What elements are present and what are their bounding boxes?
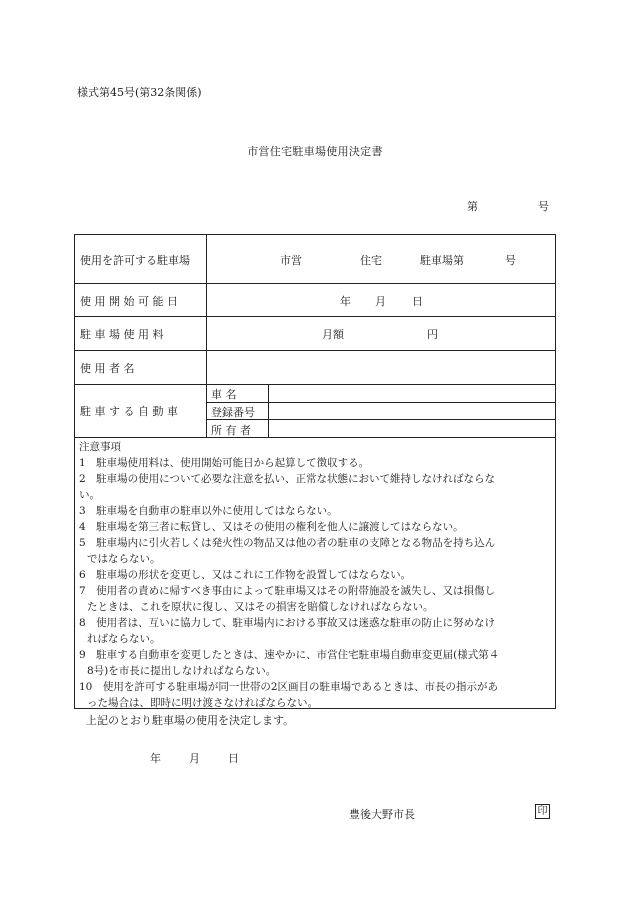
- row-divider: [207, 419, 555, 420]
- note-item-continuation: ではならない。: [87, 553, 161, 565]
- issue-date-day: 日: [228, 752, 239, 765]
- column-divider: [268, 384, 269, 437]
- parking-number-label: 駐車場第: [420, 254, 464, 267]
- decision-form-table: [74, 234, 556, 709]
- row-divider: [75, 283, 555, 284]
- notes-heading: 注意事項: [79, 441, 121, 453]
- start-date-year: 年: [340, 295, 351, 308]
- note-item: 5 駐車場内に引火若しくは発火性の物品又は他の者の駐車の支障となる物品を持ち込ん: [79, 537, 496, 549]
- note-item: 1 駐車場使用料は、使用開始可能日から起算して徴収する。: [79, 457, 370, 469]
- document-title: 市営住宅駐車場使用決定書: [247, 145, 383, 158]
- parking-fee-label: 駐 車 場 使 用 料: [80, 328, 164, 341]
- note-item-continuation: たときは、これを原状に復し、又はその損害を賠償しなければならない。: [87, 601, 434, 613]
- seal-stamp-icon: 印: [535, 804, 550, 819]
- row-divider: [75, 316, 555, 317]
- document-number-suffix: 号: [538, 200, 549, 213]
- notes-section: [79, 439, 553, 711]
- note-item-continuation: ればならない。: [87, 633, 161, 645]
- registration-number-label: 登録番号: [211, 406, 255, 419]
- start-date-month: 月: [375, 295, 386, 308]
- row-divider: [75, 350, 555, 351]
- owner-label: 所 有 者: [211, 424, 251, 437]
- issue-date-month: 月: [189, 752, 200, 765]
- row-divider: [75, 384, 555, 385]
- housing-label: 住宅: [360, 254, 382, 267]
- note-item: 9 駐車する自動車を変更したときは、速やかに、市営住宅駐車場自動車変更届(様式第４: [79, 649, 500, 661]
- note-item: 4 駐車場を第三者に転貸し、又はその使用の権利を他人に譲渡してはならない。: [79, 521, 464, 533]
- note-item-continuation: った場合は、即時に明け渡さなければならない。: [87, 697, 318, 709]
- parking-go-label: 号: [505, 254, 516, 267]
- row-divider: [207, 402, 555, 403]
- note-item-continuation: 8号)を市長に提出しなければならない。: [87, 665, 277, 677]
- note-item: 6 駐車場の形状を変更し、又はこれに工作物を設置してはならない。: [79, 569, 412, 581]
- form-number: 様式第45号(第32条関係): [77, 86, 202, 99]
- note-item: 7 使用者の責めに帰すべき事由によって駐車場又はその附帯施設を滅失し、又は損傷し: [79, 585, 495, 597]
- vehicle-name-label: 車 名: [211, 388, 237, 401]
- note-item: 8 使用者は、互いに協力して、駐車場内における事故又は迷惑な駐車の防止に努めなけ: [79, 617, 495, 629]
- vehicle-label: 駐 車 す る 自 動 車: [80, 405, 178, 418]
- mayor-signature: 豊後大野市長: [349, 808, 415, 821]
- note-item: 2 駐車場の使用について必要な注意を払い、正常な状態において維持しなければならな: [79, 473, 495, 485]
- start-date-day: 日: [412, 295, 423, 308]
- note-item: 3 駐車場を自動車の駐車以外に使用してはならない。: [79, 505, 338, 517]
- note-item: 10 使用を許可する駐車場が同一世帯の2区画目の駐車場であるときは、市長の指示があ: [79, 681, 499, 693]
- municipal-label: 市営: [280, 254, 302, 267]
- note-item-continuation: い。: [79, 489, 100, 501]
- document-number-prefix: 第: [467, 200, 478, 213]
- column-divider: [206, 235, 207, 437]
- issue-date-year: 年: [150, 752, 161, 765]
- closing-statement: 上記のとおり駐車場の使用を決定します。: [86, 714, 295, 727]
- user-name-label: 使 用 者 名: [80, 362, 135, 375]
- parking-lot-label: 使用を許可する駐車場: [80, 254, 190, 267]
- start-date-label: 使 用 開 始 可 能 日: [80, 295, 178, 308]
- issue-date: [150, 750, 239, 766]
- row-divider: [75, 437, 555, 438]
- monthly-amount-label: 月額: [322, 328, 344, 341]
- yen-label: 円: [427, 328, 438, 341]
